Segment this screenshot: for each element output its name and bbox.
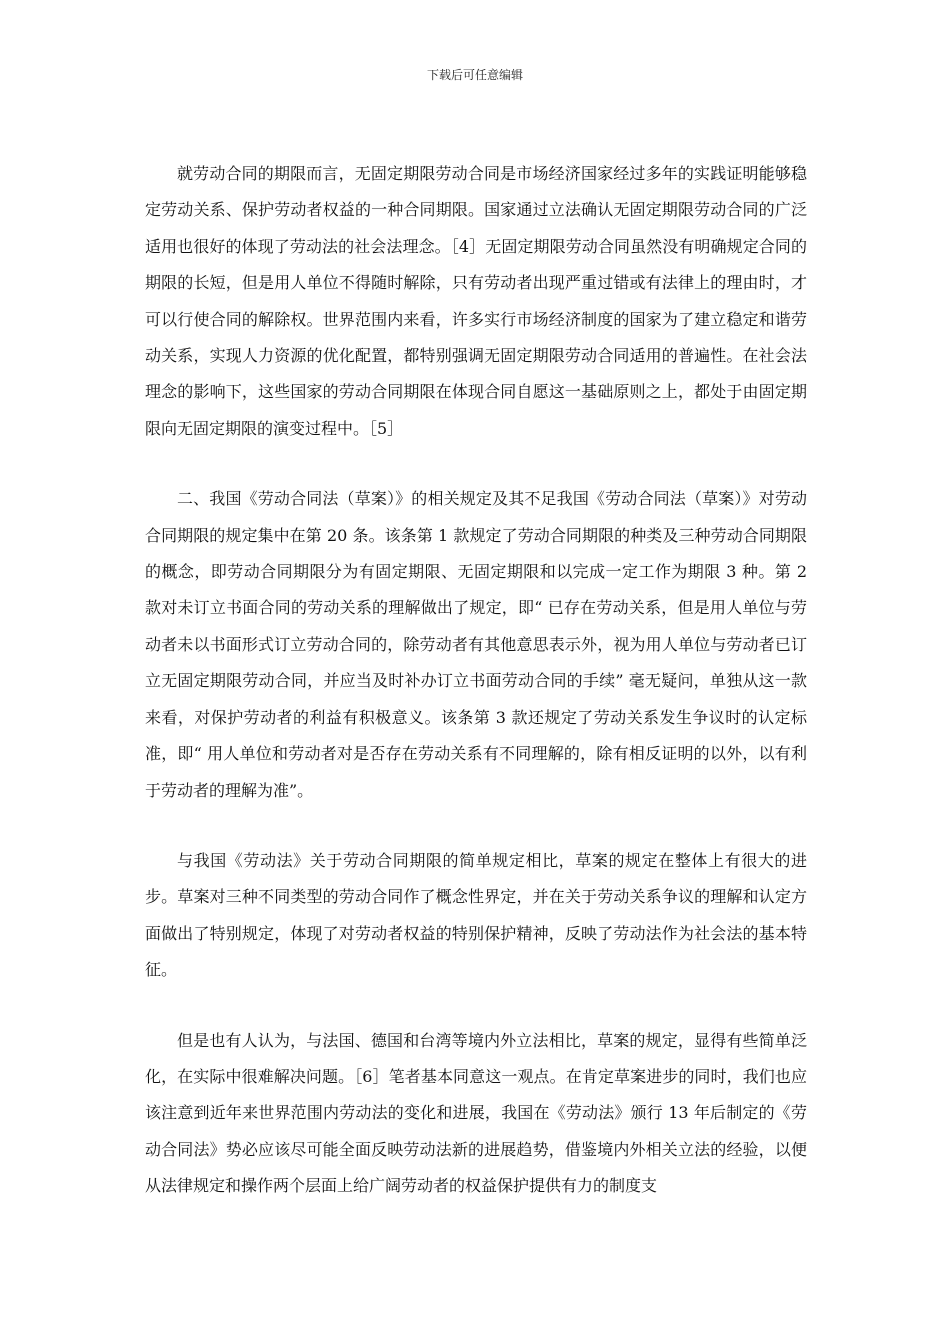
paragraph-2: 二、我国《劳动合同法（草案）》的相关规定及其不足我国《劳动合同法（草案）》对劳动合同期限的规定集中在第 20 条。该条第 1 款规定了劳动合同期限的种类及三种劳动合同期限的概念，即劳动合同期限分为有固定期限、无固定期限和以完成一定工作为期限 3 种。第 2 款对未订立书面合同的劳动关系的理解做出了规定，即“ 已存在劳动关系，但是用人单位与劳动者未以书面形式订立劳动合同的，除劳动者有其他意思表示外，视为用人单位与劳动者已订立无固定期限劳动合同，并应当及时补办订立书面劳动合同的手续” 毫无疑问，单独从这一款来看，对保护劳动者的利益有积极意义。该条第 3 款还规定了劳动关系发生争议时的认定标准，即“ 用人单位和劳动者对是否存在劳动关系有不同理解的，除有相反证明的以外，以有利于劳动者的理解为准”。	[145, 489, 807, 800]
page-header: 下载后可任意编辑	[426, 68, 523, 82]
paragraph-1: 就劳动合同的期限而言，无固定期限劳动合同是市场经济国家经过多年的实践证明能够稳定劳动关系、保护劳动者权益的一种合同期限。国家通过立法确认无固定期限劳动合同的广泛适用也很好的体现了劳动法的社会法理念。［4］无固定期限劳动合同虽然没有明确规定合同的期限的长短，但是用人单位不得随时解除，只有劳动者出现严重过错或有法律上的理由时，才可以行使合同的解除权。世界范围内来看，许多实行市场经济制度的国家为了建立稳定和谐劳动关系，实现人力资源的优化配置，都特别强调无固定期限劳动合同适用的普遍性。在社会法理念的影响下，这些国家的劳动合同期限在体现合同自愿这一基础原则之上，都处于由固定期限向无固定期限的演变过程中。［5］	[145, 164, 807, 438]
paragraph-4: 但是也有人认为，与法国、德国和台湾等境内外立法相比，草案的规定，显得有些简单泛化，在实际中很难解决问题。［6］笔者基本同意这一观点。在肯定草案进步的同时，我们也应该注意到近年来世界范围内劳动法的变化和进展，我国在《劳动法》颁行 13 年后制定的《劳动合同法》势必应该尽可能全面反映劳动法新的进展趋势，借鉴境内外相关立法的经验，以便从法律规定和操作两个层面上给广阔劳动者的权益保护提供有力的制度支	[145, 1030, 807, 1196]
document-body	[145, 156, 807, 1239]
paragraph-3: 与我国《劳动法》关于劳动合同期限的简单规定相比，草案的规定在整体上有很大的进步。草案对三种不同类型的劳动合同作了概念性界定，并在关于劳动关系争议的理解和认定方面做出了特别规定，体现了对劳动者权益的特别保护精神，反映了劳动法作为社会法的基本特征。	[145, 850, 807, 980]
